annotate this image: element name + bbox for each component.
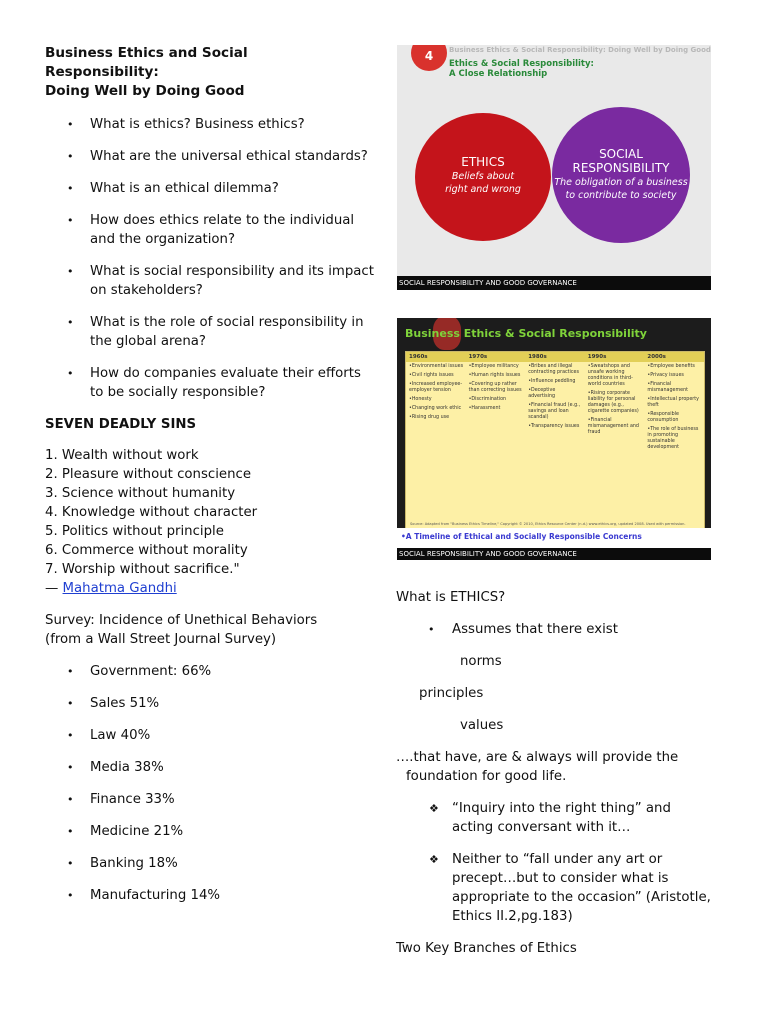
- list-item: • Sales 51%: [67, 696, 160, 711]
- bullet-icon: •: [67, 697, 74, 710]
- list-item: • What is the role of social responsibility in the global arena?: [67, 315, 364, 349]
- bullet-icon: •: [67, 825, 74, 838]
- foundation-paragraph: ….that have, are & always will provide the foundation for good life.: [396, 750, 679, 784]
- list-item: • What is social responsibility and its impact on stakeholders?: [67, 264, 374, 298]
- timeline-column: •Employee militancy •Human rights issues •Covering up rather than correcting issues •Discrimination •Harassment: [468, 364, 522, 411]
- timeline-column: •Employee benefits •Privacy issues •Financial mismanagement •Intellectual property theft •Responsible consumption •The role of business in promoting sustainable development: [647, 364, 699, 450]
- ethics-venn-slide: [397, 45, 711, 290]
- slide-title: Ethics & Social Responsibility: A Close Relationship: [449, 59, 594, 79]
- decade-header: 1990s: [587, 354, 607, 360]
- bullet-icon: •: [67, 665, 74, 678]
- decade-header: 1960s: [409, 354, 428, 360]
- list-item: 4. Knowledge without character: [45, 505, 258, 520]
- quote-attribution: — Mahatma Gandhi: [45, 581, 177, 596]
- list-item: 5. Politics without principle: [45, 524, 224, 539]
- slide-number-badge: 4: [411, 45, 447, 71]
- survey-stats-list: [45, 662, 375, 905]
- slide-title: Business Ethics & Social Responsibility: [405, 327, 647, 340]
- social-responsibility-circle: SOCIAL RESPONSIBILITY The obligation of a business to contribute to society: [552, 107, 690, 243]
- question-list: [45, 115, 375, 402]
- term-principles: principles: [419, 686, 484, 701]
- list-item: • How do companies evaluate their efforts to be socially responsible?: [67, 366, 361, 400]
- bullet-icon: •: [67, 316, 74, 329]
- decade-header: 1980s: [528, 354, 547, 360]
- list-item: 7. Worship without sacrifice.": [45, 562, 240, 577]
- timeline-source: Source: Adapted from "Business Ethics Timeline," Copyright © 2010, Ethics Resource Center (n.d.) www.ethics.org, updated 2008. Used with permission.: [410, 522, 686, 526]
- list-item: 1. Wealth without work: [45, 448, 199, 463]
- bullet-icon: •: [67, 150, 74, 163]
- bullet-icon: •: [67, 118, 74, 131]
- ethics-circle: ETHICS Beliefs about right and wrong: [415, 113, 551, 241]
- diamond-bullet-icon: ❖: [429, 802, 439, 815]
- title-line: Business Ethics and Social: [45, 45, 248, 61]
- slide-subtitle: •A Timeline of Ethical and Socially Responsible Concerns: [397, 528, 711, 548]
- term-values: values: [460, 718, 504, 733]
- list-item: • Government: 66%: [67, 664, 212, 679]
- diamond-bullet-icon: ❖: [429, 853, 439, 866]
- bullet-icon: •: [67, 265, 74, 278]
- slide-footer: SOCIAL RESPONSIBILITY AND GOOD GOVERNANCE: [397, 276, 711, 290]
- left-column: [45, 44, 375, 918]
- timeline-column: •Environmental issues •Civil rights issues •Increased employee-employer tension •Honesty •Changing work ethic •Rising drug use: [409, 364, 464, 420]
- bullet-icon: •: [67, 889, 74, 902]
- slide-header: Business Ethics & Social Responsibility: Doing Well by Doing Good: [449, 46, 711, 54]
- bullet-icon: •: [67, 857, 74, 870]
- list-item: • How does ethics relate to the individual and the organization?: [67, 213, 355, 247]
- sins-list: [45, 446, 375, 579]
- list-item: 2. Pleasure without conscience: [45, 467, 252, 482]
- timeline-header-row: [406, 352, 704, 362]
- author-link[interactable]: Mahatma Gandhi: [62, 581, 177, 596]
- decade-header: 2000s: [647, 354, 666, 360]
- list-item: • Medicine 21%: [67, 824, 184, 839]
- list-item: • What is an ethical dilemma?: [67, 181, 279, 196]
- list-item: ❖ “Inquiry into the right thing” and acting conversant with it…: [429, 801, 671, 835]
- bullet-icon: •: [67, 729, 74, 742]
- section-subheading: Two Key Branches of Ethics: [396, 941, 577, 956]
- list-item: • Assumes that there exist: [428, 622, 618, 637]
- term-norms: norms: [460, 654, 502, 669]
- timeline-body: [406, 362, 704, 454]
- sins-heading: SEVEN DEADLY SINS: [45, 417, 197, 432]
- list-item: 6. Commerce without morality: [45, 543, 248, 558]
- title-line: Doing Well by Doing Good: [45, 83, 245, 99]
- list-item: • Banking 18%: [67, 856, 178, 871]
- slide-footer: SOCIAL RESPONSIBILITY AND GOOD GOVERNANCE: [397, 548, 711, 560]
- timeline-slide: [397, 318, 711, 560]
- bullet-icon: •: [67, 367, 74, 380]
- survey-heading: Survey: Incidence of Unethical Behaviors (from a Wall Street Journal Survey): [45, 613, 318, 647]
- timeline-table: [405, 351, 705, 529]
- decade-header: 1970s: [468, 354, 488, 360]
- section-heading: What is ETHICS?: [396, 590, 506, 605]
- list-item: • Media 38%: [67, 760, 164, 775]
- bullet-icon: •: [428, 623, 435, 636]
- bullet-icon: •: [67, 214, 74, 227]
- timeline-column: •Bribes and illegal contracting practices •Influence peddling •Deceptive advertising •Financial fraud (e.g., savings and loan scandal) •Transparency issues: [528, 364, 581, 429]
- list-item: 3. Science without humanity: [45, 486, 236, 501]
- list-item: • Law 40%: [67, 728, 151, 743]
- document-title: [45, 44, 375, 101]
- right-column: [396, 588, 736, 958]
- list-item: ❖ Neither to “fall under any art or precept…but to consider what is appropriate to the occasion” (Aristotle, Ethics II.2,pg.183): [429, 852, 711, 924]
- title-line: Responsibility:: [45, 64, 159, 80]
- list-item: • What are the universal ethical standards?: [67, 149, 368, 164]
- timeline-column: •Sweatshops and unsafe working conditions in third-world countries •Rising corporate liability for personal damages (e.g., cigarette companies) •Financial mismanagement and fraud: [587, 364, 639, 435]
- bullet-icon: •: [67, 761, 74, 774]
- bullet-icon: •: [67, 182, 74, 195]
- bullet-icon: •: [67, 793, 74, 806]
- list-item: • Manufacturing 14%: [67, 888, 221, 903]
- list-item: • Finance 33%: [67, 792, 175, 807]
- list-item: • What is ethics? Business ethics?: [67, 117, 305, 132]
